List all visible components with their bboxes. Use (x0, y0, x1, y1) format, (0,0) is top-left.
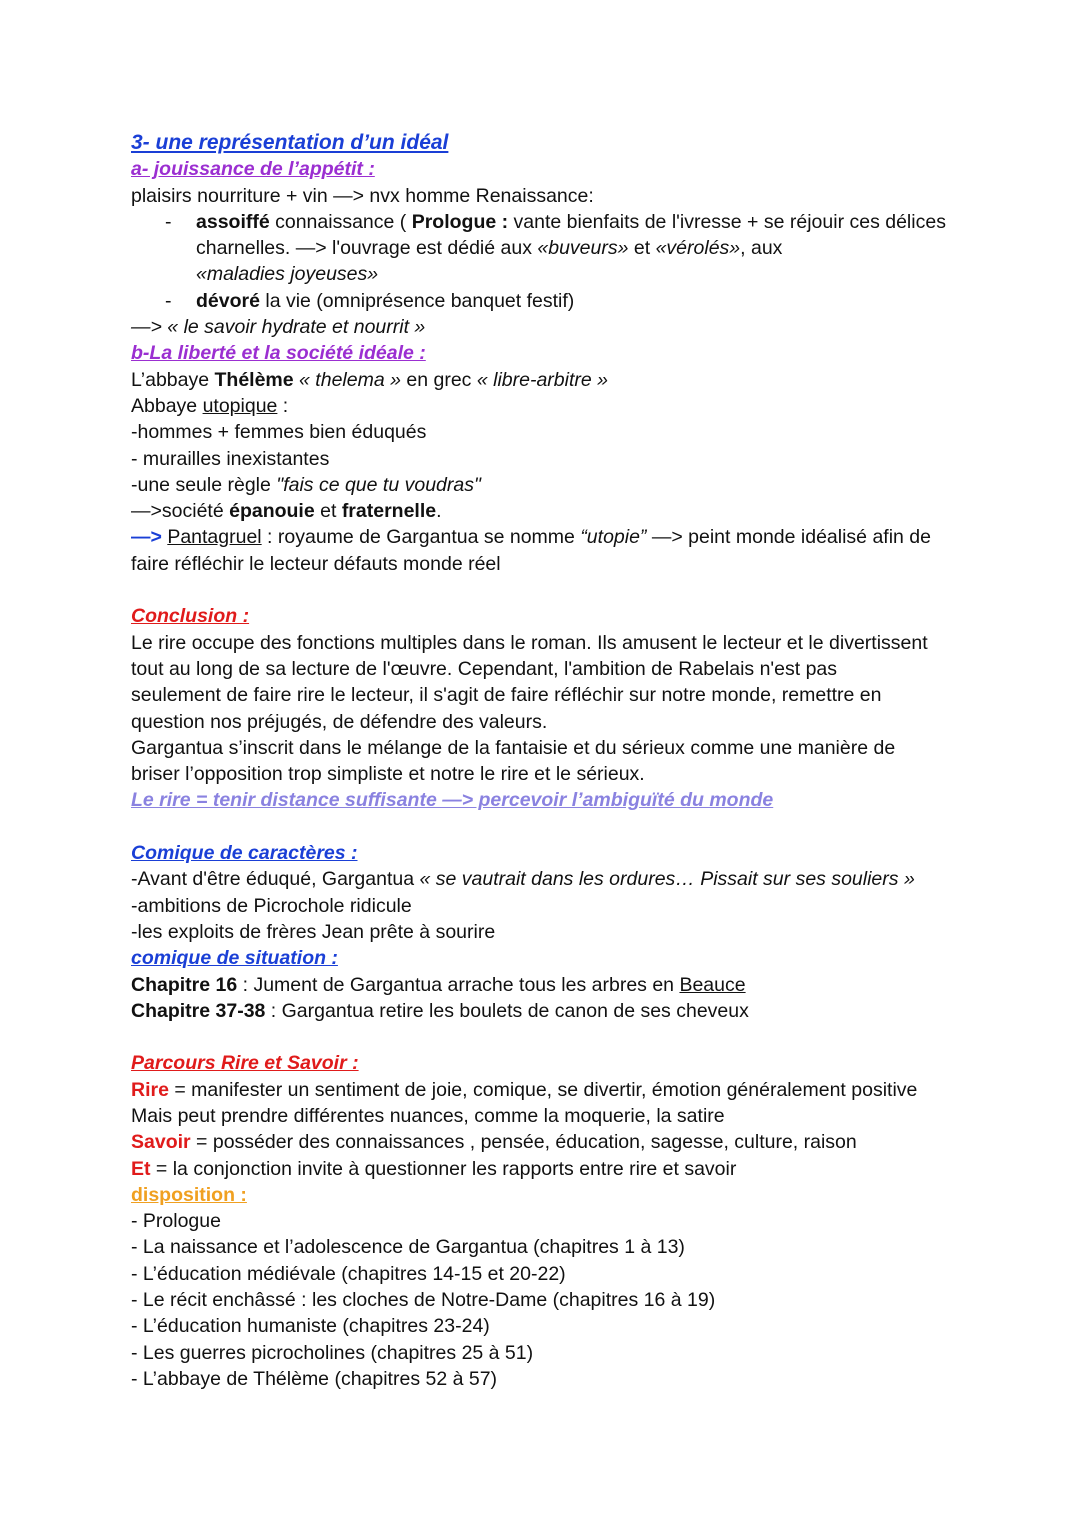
text-line: Chapitre 37-38 : Gargantua retire les boulets de canon de ses cheveux (131, 999, 749, 1022)
subsection-a-title: a- jouissance de l’appétit : (131, 158, 375, 181)
list-item: - La naissance et l’adolescence de Gargantua (chapitres 1 à 13) (131, 1236, 685, 1259)
text-line: -une seule règle "fais ce que tu voudras" (131, 473, 481, 496)
section-3-title: 3- une représentation d’un idéal (131, 131, 449, 154)
text-line: Abbaye utopique : (131, 394, 289, 417)
text-line: Et = la conjonction invite à questionner les rapports entre rire et savoir (131, 1157, 737, 1180)
comique-situation-title: comique de situation : (131, 947, 338, 970)
list-item: - L’abbaye de Thélème (chapitres 52 à 57) (131, 1367, 498, 1390)
disposition-title: disposition : (131, 1183, 247, 1206)
text-line: —>société épanouie et fraternelle. (131, 500, 442, 523)
text-line: Gargantua s’inscrit dans le mélange de la fantaisie et du sérieux comme une manière de (131, 736, 896, 759)
conclusion-title: Conclusion : (131, 605, 250, 628)
text-line: Le rire occupe des fonctions multiples dans le roman. Ils amusent le lecteur et le divertissent (131, 631, 928, 654)
list-item: - Les guerres picrocholines (chapitres 25 à 51) (131, 1341, 534, 1364)
document-page (131, 130, 1011, 1392)
bullet-dash: - (165, 210, 172, 233)
list-item: - Prologue (131, 1210, 221, 1233)
text-line: - murailles inexistantes (131, 447, 330, 470)
bullet-text: dévoré la vie (omniprésence banquet festif) (196, 289, 575, 312)
text-line: Mais peut prendre différentes nuances, comme la moquerie, la satire (131, 1104, 725, 1127)
text-line: -Avant d'être éduqué, Gargantua « se vautrait dans les ordures… Pissait sur ses souliers » (131, 868, 915, 891)
text-line: -hommes + femmes bien éduqués (131, 421, 427, 444)
bullet-item (131, 209, 1011, 288)
text-line: L’abbaye Thélème « thelema » en grec « libre-arbitre » (131, 368, 608, 391)
text-line: tout au long de sa lecture de l'œuvre. Cependant, l'ambition de Rabelais n'est pas (131, 657, 838, 680)
text-line: -ambitions de Picrochole ridicule (131, 894, 412, 917)
comique-caracteres-title: Comique de caractères : (131, 842, 358, 865)
list-item: - L’éducation humaniste (chapitres 23-24) (131, 1315, 490, 1338)
conclusion-highlight: Le rire = tenir distance suffisante —> percevoir l’ambiguïté du monde (131, 789, 774, 812)
bullet-text: assoiffé connaissance ( Prologue : vante bienfaits de l'ivresse + se réjouir ces délices charnelles. —> l'ouvrage est dédié aux «buveurs» et «vérolés», aux «maladies joyeuses» (196, 210, 946, 286)
subsection-a-intro: plaisirs nourriture + vin —> nvx homme Renaissance: (131, 184, 594, 207)
bullet-dash: - (165, 289, 172, 312)
subsection-b-title: b-La liberté et la société idéale : (131, 342, 426, 365)
subsection-a-conclusion: —> « le savoir hydrate et nourrit » (131, 316, 426, 339)
text-line: question nos préjugés, de défendre des valeurs. (131, 710, 548, 733)
text-line: faire réfléchir le lecteur défauts monde réel (131, 552, 501, 575)
text-line: briser l’opposition trop simpliste et notre le rire et le sérieux. (131, 763, 645, 786)
text-line: Savoir = posséder des connaissances , pensée, éducation, sagesse, culture, raison (131, 1131, 857, 1154)
text-line: Rire = manifester un sentiment de joie, comique, se divertir, émotion généralement positive (131, 1078, 918, 1101)
text-line: —> Pantagruel : royaume de Gargantua se nomme “utopie” —> peint monde idéalisé afin de (131, 526, 931, 549)
text-line: Chapitre 16 : Jument de Gargantua arrache tous les arbres en Beauce (131, 973, 746, 996)
bullet-item (131, 288, 1011, 314)
list-item: - L’éducation médiévale (chapitres 14-15 et 20-22) (131, 1262, 566, 1285)
text-line: seulement de faire rire le lecteur, il s'agit de faire réfléchir sur notre monde, remettre en (131, 684, 882, 707)
list-item: - Le récit enchâssé : les cloches de Notre-Dame (chapitres 16 à 19) (131, 1289, 716, 1312)
parcours-title: Parcours Rire et Savoir : (131, 1052, 359, 1075)
text-line: -les exploits de frères Jean prête à sourire (131, 920, 496, 943)
